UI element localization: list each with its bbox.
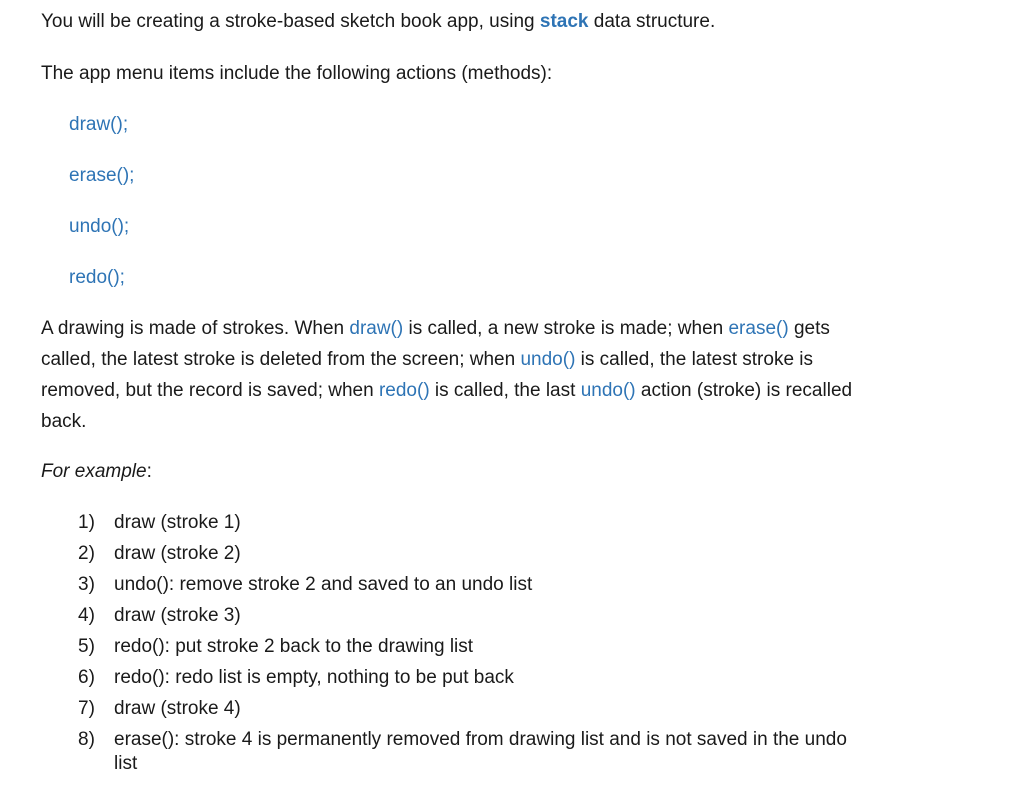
step-number: 4) — [78, 605, 95, 626]
example-steps-list — [78, 511, 847, 788]
step-number: 5) — [78, 636, 95, 657]
description-undo-ref: undo() — [520, 349, 576, 370]
example-heading — [41, 460, 152, 484]
example-label: For example — [41, 461, 147, 482]
step-number: 1) — [78, 512, 95, 533]
example-colon: : — [146, 461, 152, 482]
description-text: removed, but the record is saved; when — [41, 380, 379, 401]
step-text: draw (stroke 4) — [114, 698, 241, 719]
description-draw-ref: draw() — [349, 318, 404, 339]
description-erase-ref: erase() — [728, 318, 789, 339]
intro-prefix: You will be creating a stroke-based sketch book app, using — [41, 11, 540, 32]
description-line-4: back. — [41, 411, 87, 432]
description-line-1 — [41, 317, 830, 341]
description-text: called, the latest stroke is deleted from the screen; when — [41, 349, 521, 370]
method-draw: draw(); — [69, 114, 129, 135]
list-item — [78, 573, 847, 604]
description-text: is called, the last — [429, 380, 581, 401]
step-number: 6) — [78, 667, 95, 688]
description-text: gets — [788, 318, 830, 339]
description-line-3 — [41, 379, 852, 403]
list-item — [78, 635, 847, 666]
step-text: erase(): stroke 4 is permanently removed from drawing list and is not saved in the undo — [114, 729, 847, 750]
description-text: is called, a new stroke is made; when — [403, 318, 729, 339]
list-item — [78, 511, 847, 542]
step-text: redo(): redo list is empty, nothing to be put back — [114, 667, 514, 688]
intro-keyword-stack: stack — [539, 11, 589, 32]
intro-suffix: data structure. — [588, 11, 716, 32]
intro-paragraph — [41, 10, 715, 34]
description-text: is called, the latest stroke is — [575, 349, 814, 370]
step-text: draw (stroke 2) — [114, 543, 241, 564]
list-item — [78, 728, 847, 788]
step-text: redo(): put stroke 2 back to the drawing list — [114, 636, 474, 657]
description-redo-ref: redo() — [378, 380, 430, 401]
step-text: draw (stroke 1) — [114, 512, 241, 533]
method-redo: redo(); — [69, 267, 125, 288]
step-number: 3) — [78, 574, 95, 595]
method-undo: undo(); — [69, 216, 130, 237]
step-text: undo(): remove stroke 2 and saved to an undo list — [114, 574, 533, 595]
list-item — [78, 697, 847, 728]
step-number: 2) — [78, 543, 95, 564]
description-line-2 — [41, 348, 813, 372]
step-text: draw (stroke 3) — [114, 605, 241, 626]
step-number: 8) — [78, 729, 95, 750]
list-item — [78, 542, 847, 573]
description-undo-ref: undo() — [580, 380, 636, 401]
menu-intro-paragraph: The app menu items include the following actions (methods): — [41, 63, 553, 84]
step-number: 7) — [78, 698, 95, 719]
list-item — [78, 666, 847, 697]
step-text-continuation: list — [114, 753, 138, 774]
description-text: A drawing is made of strokes. When — [41, 318, 350, 339]
description-text: action (stroke) is recalled — [635, 380, 853, 401]
method-erase: erase(); — [69, 165, 135, 186]
list-item — [78, 604, 847, 635]
